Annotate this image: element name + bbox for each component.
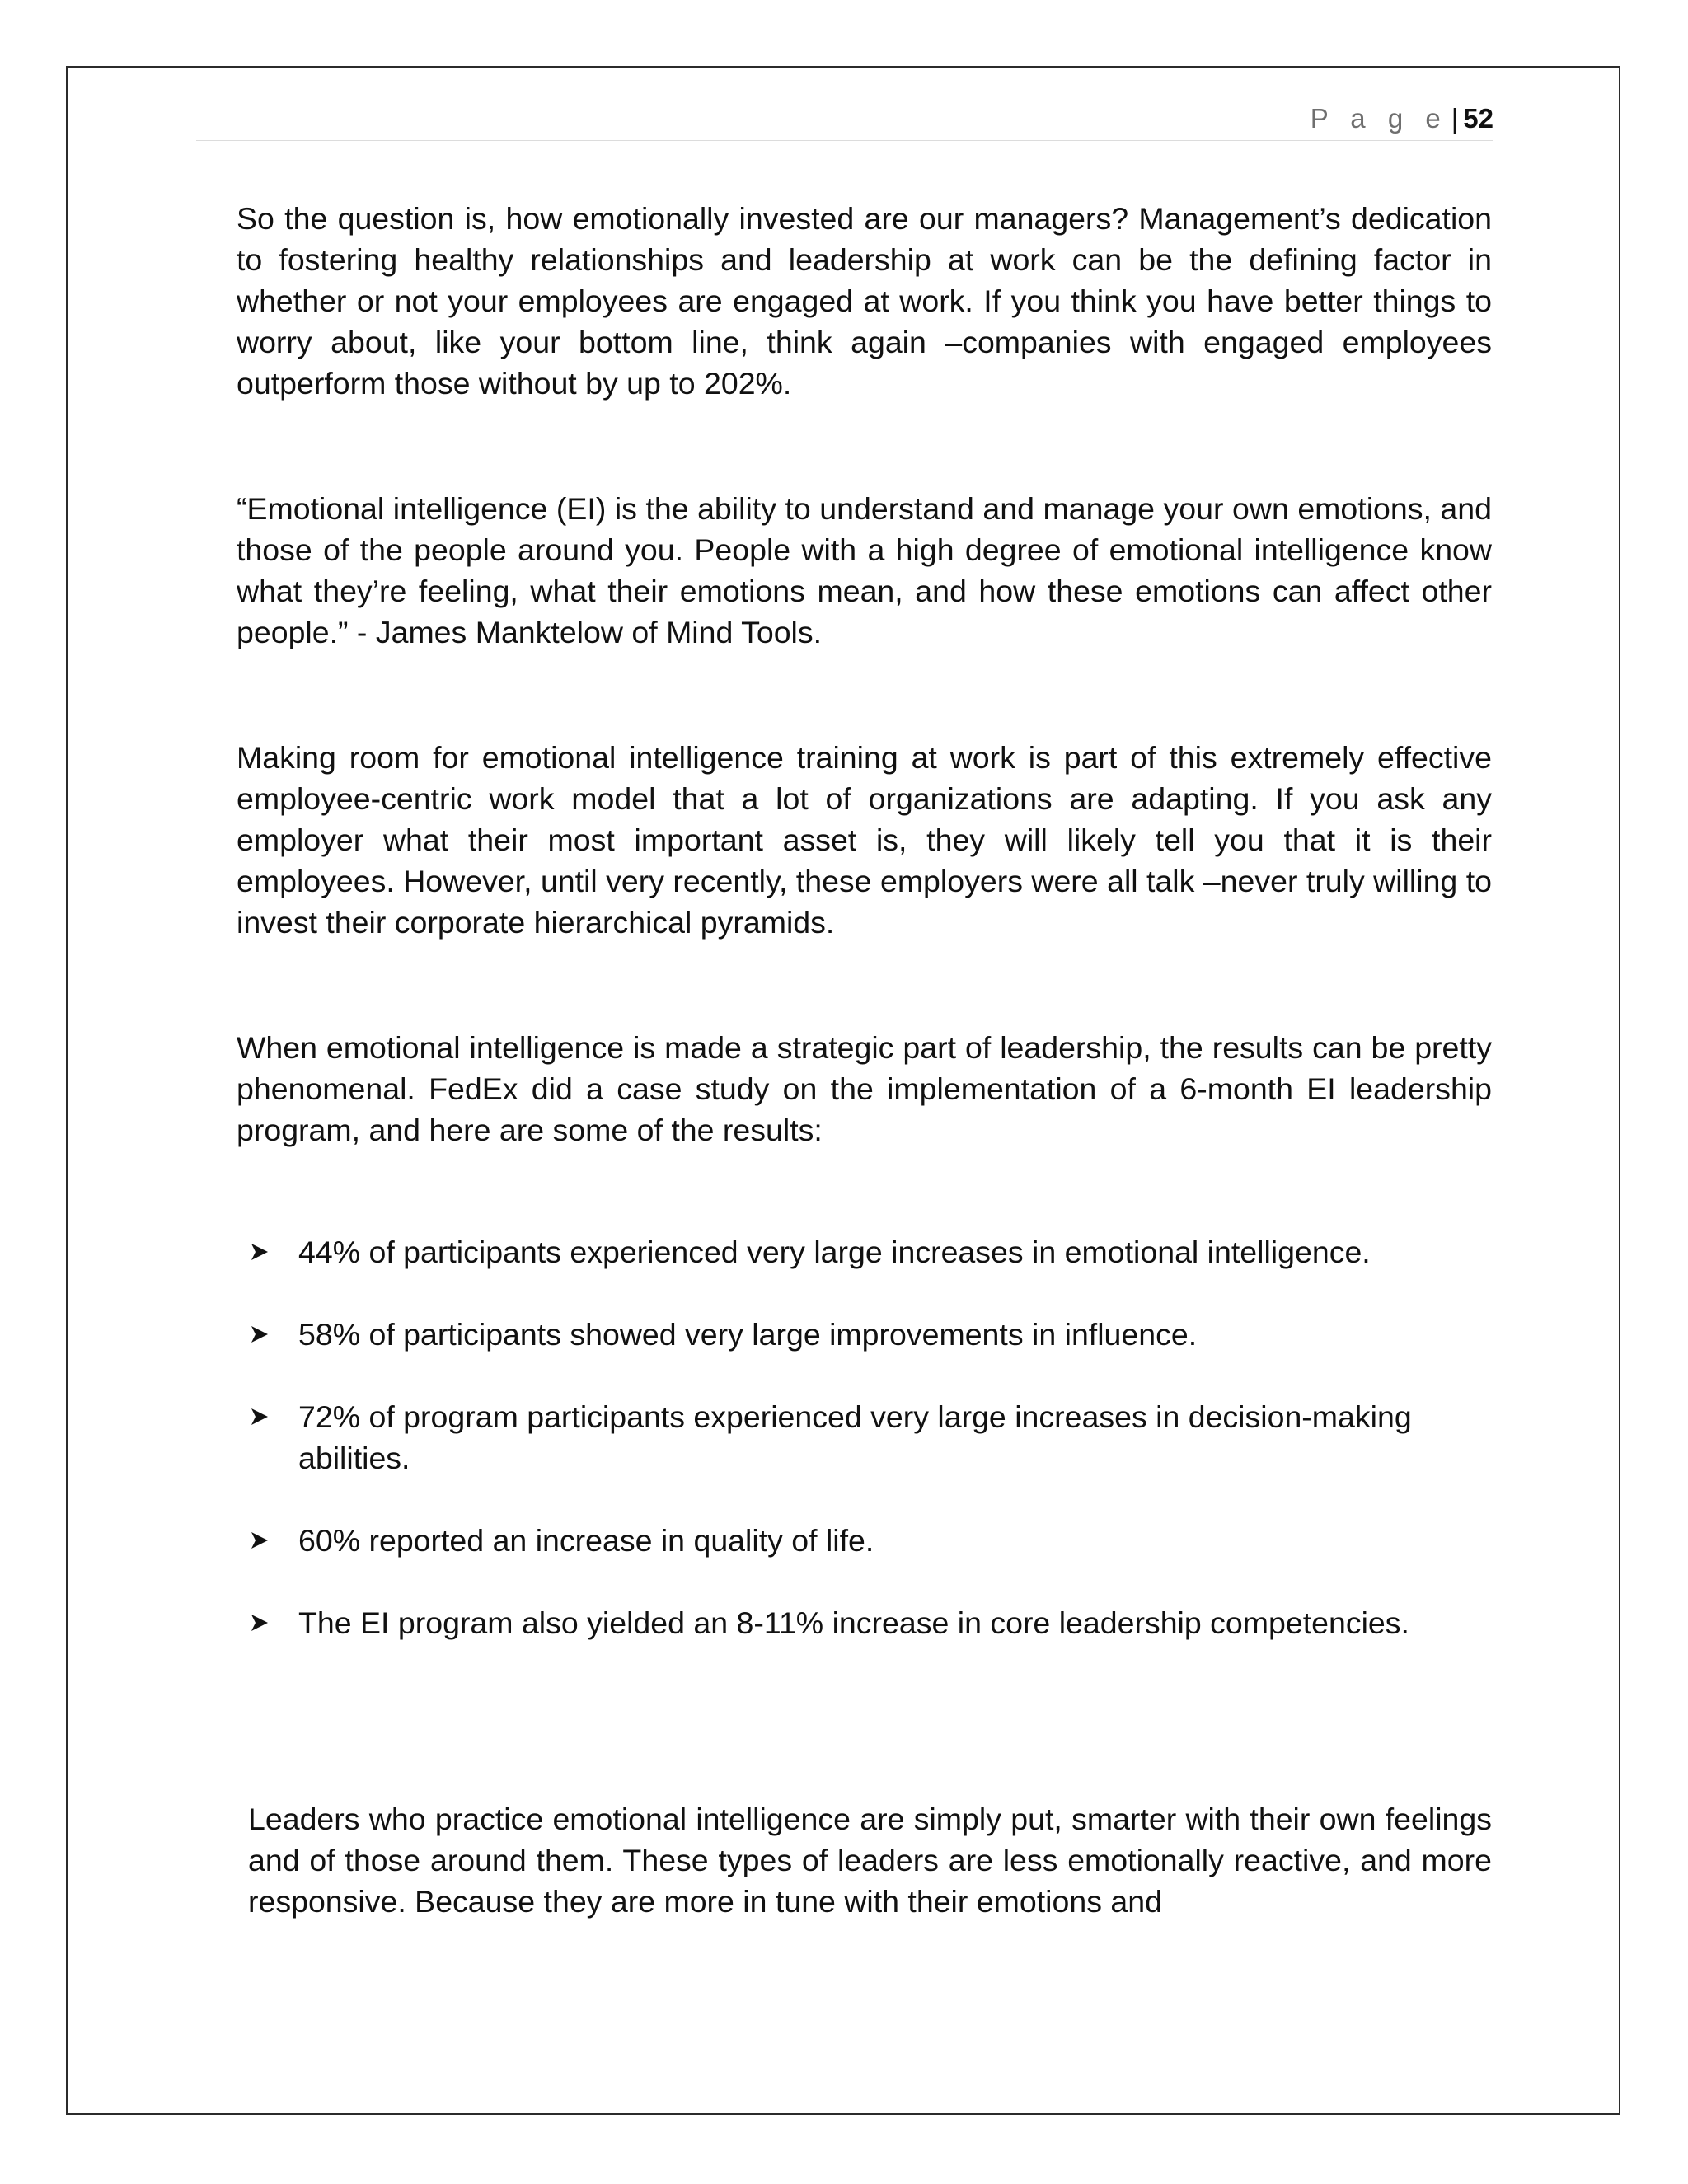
list-item <box>237 1396 1492 1479</box>
page-header <box>196 97 1493 141</box>
results-bullet-list <box>237 1231 1492 1643</box>
list-item <box>237 1520 1492 1561</box>
bullet-text: 60% reported an increase in quality of life. <box>298 1523 874 1558</box>
arrow-bullet-icon <box>251 1325 269 1343</box>
header-separator: | <box>1451 103 1459 134</box>
bullet-text: 44% of participants experienced very large increases in emotional intelligence. <box>298 1235 1371 1269</box>
bullet-text: The EI program also yielded an 8-11% increase in core leadership competencies. <box>298 1605 1409 1640</box>
arrow-bullet-icon <box>251 1408 269 1426</box>
list-item <box>237 1314 1492 1355</box>
arrow-bullet-icon <box>251 1243 269 1261</box>
paragraph-employee-centric: Making room for emotional intelligence training at work is part of this extremely effective employee-centric work model that a lot of organizations are adapting. If you ask any employer what their most important asset is, they will likely tell you that it is their employees. However, until very recently, these employers were all talk –never truly willing to invest their corporate hierarchical pyramids. <box>237 740 1492 940</box>
paragraph-fedex-case-study: When emotional intelligence is made a strategic part of leadership, the results can be pretty phenomenal. FedEx did a case study on the implementation of a 6-month EI leadership program, and here are some of the results: <box>237 1030 1492 1147</box>
arrow-bullet-icon <box>251 1531 269 1549</box>
paragraph-engagement: So the question is, how emotionally invested are our managers? Management’s dedication to fostering healthy relationships and leadership at work can be the defining factor in whether or not your employees are engaged at work. If you think you have better things to worry about, like your bottom line, think again –companies with engaged employees outperform those without by up to 202%. <box>237 201 1492 401</box>
bullet-text: 72% of program participants experienced very large increases in decision-making abilities. <box>298 1399 1412 1475</box>
paragraph-leaders-closing: Leaders who practice emotional intelligence are simply put, smarter with their own feelings and of those around them. These types of leaders are less emotionally reactive, and more responsive. Because they are more in tune with their emotions and <box>248 1802 1492 1919</box>
arrow-bullet-icon <box>251 1614 269 1632</box>
page-label: P a g e <box>1310 103 1448 134</box>
paragraph-ei-definition-quote: “Emotional intelligence (EI) is the ability to understand and manage your own emotions, and those of the people around you. People with a high degree of emotional intelligence know what they’re feeling, what their emotions mean, and how these emotions can affect other people.” - James Manktelow of Mind Tools. <box>237 491 1492 649</box>
page-number: 52 <box>1463 103 1493 134</box>
bullet-text: 58% of participants showed very large improvements in influence. <box>298 1317 1198 1352</box>
list-item <box>237 1602 1492 1643</box>
list-item <box>237 1231 1492 1272</box>
